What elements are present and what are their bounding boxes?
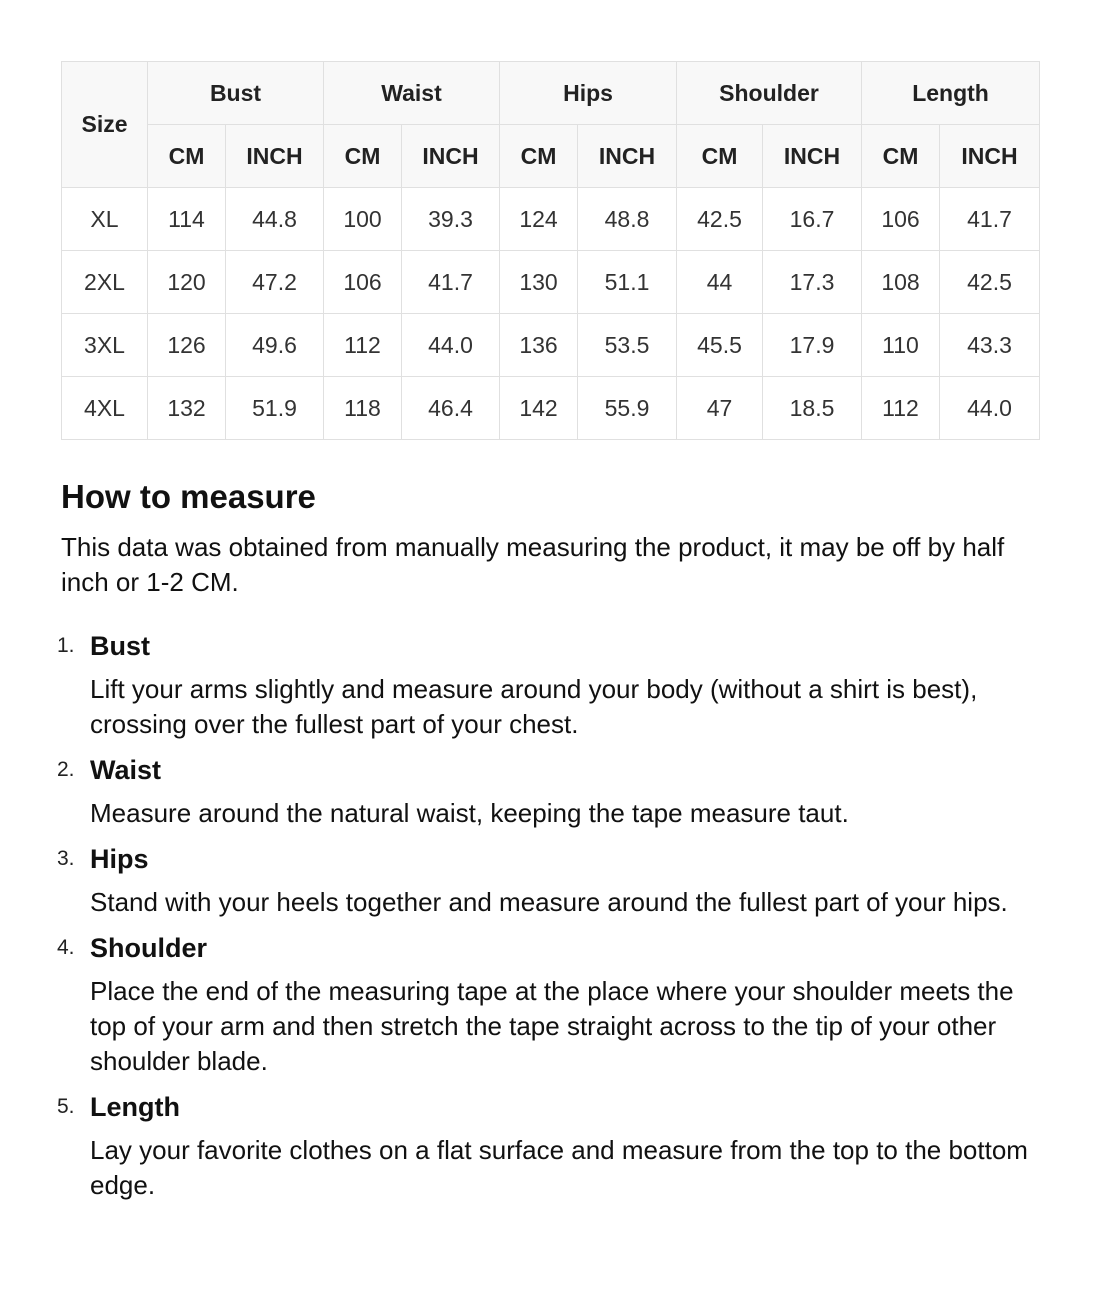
table-cell: 51.9 bbox=[226, 377, 324, 440]
size-chart-table bbox=[61, 61, 1040, 440]
unit-header-inch: INCH bbox=[402, 125, 500, 188]
list-item bbox=[57, 1089, 1041, 1203]
step-title: Waist bbox=[90, 755, 162, 785]
table-cell: 51.1 bbox=[578, 251, 677, 314]
table-cell: 126 bbox=[148, 314, 226, 377]
table-cell: 118 bbox=[324, 377, 402, 440]
unit-header-inch: INCH bbox=[940, 125, 1040, 188]
list-item bbox=[57, 628, 1041, 742]
group-header-waist: Waist bbox=[324, 62, 500, 125]
table-cell: 17.3 bbox=[763, 251, 862, 314]
table-cell: 44.0 bbox=[940, 377, 1040, 440]
size-cell: 4XL bbox=[62, 377, 148, 440]
group-header-hips: Hips bbox=[500, 62, 677, 125]
step-description: Measure around the natural waist, keeping the tape measure taut. bbox=[90, 798, 849, 828]
table-cell: 42.5 bbox=[677, 188, 763, 251]
table-cell: 142 bbox=[500, 377, 578, 440]
group-header-bust: Bust bbox=[148, 62, 324, 125]
table-cell: 45.5 bbox=[677, 314, 763, 377]
how-to-measure-section bbox=[57, 474, 1041, 1213]
table-row bbox=[62, 314, 1040, 377]
table-cell: 120 bbox=[148, 251, 226, 314]
table-cell: 49.6 bbox=[226, 314, 324, 377]
intro-text: This data was obtained from manually measuring the product, it may be off by half inch or 1-2 CM. bbox=[61, 532, 1005, 597]
table-row bbox=[62, 377, 1040, 440]
table-cell: 18.5 bbox=[763, 377, 862, 440]
step-title: Length bbox=[90, 1092, 180, 1122]
table-header-row-units bbox=[62, 125, 1040, 188]
measure-steps-list bbox=[57, 628, 1041, 1203]
table-cell: 53.5 bbox=[578, 314, 677, 377]
table-cell: 47 bbox=[677, 377, 763, 440]
step-number: 1. bbox=[57, 634, 75, 657]
table-cell: 106 bbox=[862, 188, 940, 251]
table-cell: 48.8 bbox=[578, 188, 677, 251]
unit-header-inch: INCH bbox=[763, 125, 862, 188]
table-row bbox=[62, 251, 1040, 314]
step-description: Stand with your heels together and measure around the fullest part of your hips. bbox=[90, 887, 1008, 917]
table-cell: 55.9 bbox=[578, 377, 677, 440]
table-cell: 44.8 bbox=[226, 188, 324, 251]
step-number: 3. bbox=[57, 847, 75, 870]
step-description: Lay your favorite clothes on a flat surface and measure from the top to the bottom edge. bbox=[90, 1135, 1028, 1200]
unit-header-cm: CM bbox=[148, 125, 226, 188]
unit-header-inch: INCH bbox=[226, 125, 324, 188]
size-header: Size bbox=[62, 62, 148, 188]
group-header-shoulder: Shoulder bbox=[677, 62, 862, 125]
step-number: 5. bbox=[57, 1095, 75, 1118]
size-cell: 2XL bbox=[62, 251, 148, 314]
table-cell: 110 bbox=[862, 314, 940, 377]
group-header-length: Length bbox=[862, 62, 1040, 125]
step-title: Bust bbox=[90, 631, 150, 661]
step-description: Place the end of the measuring tape at the place where your shoulder meets the top of your arm and then stretch the tape straight across to the tip of your other shoulder blade. bbox=[90, 976, 1014, 1076]
table-cell: 130 bbox=[500, 251, 578, 314]
table-cell: 16.7 bbox=[763, 188, 862, 251]
size-cell: 3XL bbox=[62, 314, 148, 377]
unit-header-inch: INCH bbox=[578, 125, 677, 188]
table-cell: 136 bbox=[500, 314, 578, 377]
table-cell: 41.7 bbox=[940, 188, 1040, 251]
table-cell: 17.9 bbox=[763, 314, 862, 377]
unit-header-cm: CM bbox=[500, 125, 578, 188]
table-cell: 132 bbox=[148, 377, 226, 440]
table-cell: 44 bbox=[677, 251, 763, 314]
table-cell: 44.0 bbox=[402, 314, 500, 377]
table-row bbox=[62, 188, 1040, 251]
table-cell: 108 bbox=[862, 251, 940, 314]
table-cell: 112 bbox=[324, 314, 402, 377]
table-cell: 112 bbox=[862, 377, 940, 440]
list-item bbox=[57, 930, 1041, 1079]
unit-header-cm: CM bbox=[677, 125, 763, 188]
table-cell: 46.4 bbox=[402, 377, 500, 440]
table-cell: 47.2 bbox=[226, 251, 324, 314]
section-title: How to measure bbox=[61, 478, 316, 515]
step-number: 2. bbox=[57, 758, 75, 781]
table-cell: 41.7 bbox=[402, 251, 500, 314]
table-cell: 124 bbox=[500, 188, 578, 251]
unit-header-cm: CM bbox=[862, 125, 940, 188]
table-cell: 42.5 bbox=[940, 251, 1040, 314]
unit-header-cm: CM bbox=[324, 125, 402, 188]
list-item bbox=[57, 841, 1041, 920]
list-item bbox=[57, 752, 1041, 831]
table-cell: 39.3 bbox=[402, 188, 500, 251]
size-cell: XL bbox=[62, 188, 148, 251]
table-cell: 114 bbox=[148, 188, 226, 251]
step-number: 4. bbox=[57, 936, 75, 959]
step-description: Lift your arms slightly and measure around your body (without a shirt is best), crossing over the fullest part of your chest. bbox=[90, 674, 978, 739]
table-header-row-groups bbox=[62, 62, 1040, 125]
table-cell: 100 bbox=[324, 188, 402, 251]
table-cell: 106 bbox=[324, 251, 402, 314]
step-title: Hips bbox=[90, 844, 149, 874]
step-title: Shoulder bbox=[90, 933, 208, 963]
table-cell: 43.3 bbox=[940, 314, 1040, 377]
